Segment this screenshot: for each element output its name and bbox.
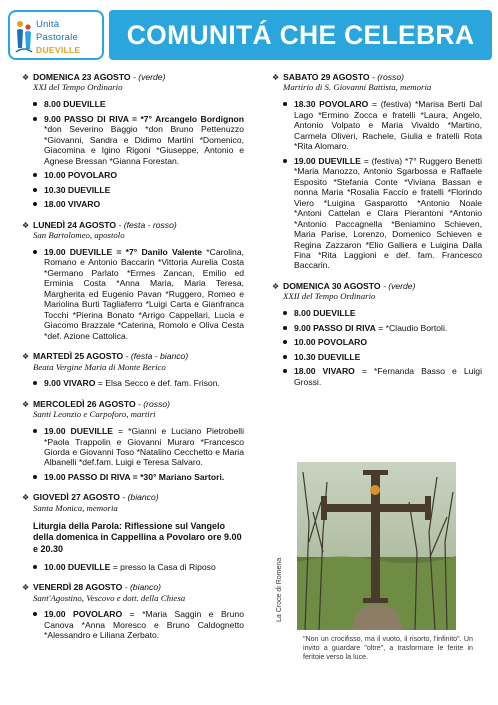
day-date: GIOVEDÌ 27 AGOSTO (33, 492, 120, 503)
day-title (33, 399, 244, 409)
day-block (22, 399, 244, 483)
liturgical-color: - (verde) (380, 280, 416, 291)
diamond-bullet-icon: ❖ (22, 352, 30, 362)
unita-pastorale-logo (8, 10, 104, 60)
mass-list (283, 308, 482, 387)
day-title (33, 582, 244, 592)
mass-time-place: 8.00 DUEVILLE (294, 308, 356, 319)
liturgical-color: - (rosso) (369, 72, 404, 82)
romena-cross-photo (297, 462, 456, 630)
day-title (33, 351, 244, 361)
mass-time-place: 19.00 DUEVILLE (294, 155, 361, 166)
mass-time-place: 10.30 DUEVILLE (294, 351, 361, 362)
day-feast: Beata Vergine Maria di Monte Berico (33, 361, 166, 372)
special-event: Liturgia della Parola: Riflessione sul Vangelo della domenica in Cappellina a Povolaro ore 9.00 e 20.30 (33, 520, 242, 555)
day-title (33, 72, 244, 82)
mass-list (33, 609, 244, 640)
mass-time-place: 9.00 PASSO DI RIVA (294, 322, 376, 333)
day-feast: XXII del Tempo Ordinario (283, 291, 376, 302)
day-block (272, 72, 482, 271)
title-banner (109, 10, 492, 60)
day-feast: XXI del Tempo Ordinario (33, 82, 123, 93)
mass-time-place: 9.00 PASSO DI RIVA = *7° Arcangelo Bordignon (44, 113, 244, 124)
mass-time-place: 19.00 DUEVILLE (44, 426, 114, 437)
day-block (22, 220, 244, 342)
logo-text-pastorale: Pastorale (36, 32, 78, 43)
mass-time-place: 10.00 POVOLARO (44, 170, 118, 181)
mass-time-place: 19.00 PASSO DI RIVA = *30° Mariano Sartori. (44, 471, 225, 482)
right-column (272, 72, 482, 397)
mass-intentions: = (festiva) *7° Ruggero Benetti *Maria Manozzo, Antonio Sgarbossa e Raffaele Esposito *Stefania Conte *Viviana Bassan e nonna Maria *Rosalia Faccio e fratelli *Florindo Viero *Luigina Gasparotto *Antonio Noale *Antoni Cattelan e Clara Pierantoni *Antonio *Antonio Paccagnella *Beniamino Schieven, Maria Parise, Lorenzo, Domenico Schieven e Regina Zazzaron *Elio Galliera e Luigina Dalla Fina *Rita Laggioni e def. fam. Francesco Baccarin. (294, 155, 482, 271)
day-block (22, 492, 244, 572)
mass-list (33, 247, 244, 341)
page-title: COMUNITÁ CHE CELEBRA (126, 20, 475, 50)
day-block (22, 351, 244, 389)
diamond-bullet-icon: ❖ (22, 399, 30, 409)
mass-time-place: 9.00 VIVARO (44, 378, 96, 389)
day-title (33, 492, 244, 502)
mass-intentions: *don Severino Baggio *don Bruno Pettenuzzo *Giovanni, Sandra e Didimo Martini *Domenico, Giacomina e Igino Rigoni *Giuseppe, Antonio e Agnese Bressan *Gianna Forestan. (44, 124, 244, 166)
day-title (33, 220, 244, 230)
day-feast: Santi Leonzio e Carpoforo, martiri (33, 409, 156, 420)
day-date: DOMENICA 30 AGOSTO (283, 280, 381, 291)
mass-intentions: = Elsa Secco e def. fam. Frison. (95, 378, 220, 389)
mass-item (33, 114, 244, 166)
day-date: MARTEDÌ 25 AGOSTO (33, 351, 124, 362)
photo-label: La Croce di Romena (276, 557, 283, 622)
photo-caption: "Non un crocifisso, ma il vuoto, il risorto, l'infinito". Un invito a guardare "oltre", a trasformare le ferite in feritoie verso la luce. (303, 635, 473, 661)
mass-item (33, 426, 244, 468)
mass-item (283, 308, 482, 318)
mass-intentions: = *Gianni e Luciano Pietrobelli *Paola Trappolin e Giovanni Muraro *Francesco Giorda e Giovanni Toso *Natalino Cecchetto e Maria Albanelli *def.fam. Luigi e Teresa Salvaro. (44, 426, 244, 468)
liturgical-color: - (verde) (130, 72, 166, 82)
day-block (272, 281, 482, 387)
mass-intentions: = *Fernanda Basso e Luigi Grossi. (294, 366, 482, 387)
mass-item (33, 247, 244, 341)
day-block (22, 582, 244, 641)
day-feast: Martirio di S. Giovanni Battista, memoria (283, 82, 432, 93)
mass-item (283, 323, 482, 333)
liturgical-color: - (bianco) (122, 582, 161, 593)
mass-item (283, 99, 482, 151)
mass-intentions: = presso la Casa di Riposo (110, 561, 216, 572)
mass-time-place: 19.00 DUEVILLE = *7° Danilo Valente (44, 246, 203, 257)
mass-item (33, 170, 244, 180)
day-feast: San Bartolomeo, apostolo (33, 230, 125, 241)
day-block (22, 72, 244, 210)
mass-item (283, 366, 482, 387)
day-title (283, 72, 482, 82)
mass-time-place: 10.30 DUEVILLE (44, 184, 111, 195)
mass-time-place: 10.00 DUEVILLE (44, 561, 111, 572)
diamond-bullet-icon: ❖ (22, 220, 30, 230)
mass-intentions: = *Maria Saggin e Bruno Canova *Anna Moresco e Bruno Caldognetto *Alessandro e Liliana Zerbato. (44, 609, 244, 641)
day-feast: Santa Monica, memoria (33, 502, 118, 513)
mass-item (33, 562, 244, 572)
day-date: VENERDÌ 28 AGOSTO (33, 582, 123, 593)
left-column (22, 72, 244, 651)
mass-item (33, 185, 244, 195)
diamond-bullet-icon: ❖ (22, 493, 30, 503)
people-icon (15, 18, 33, 56)
day-date: SABATO 29 AGOSTO (283, 72, 370, 82)
mass-item (33, 609, 244, 640)
liturgical-color: - (bianco) (119, 492, 159, 503)
mass-list (33, 99, 244, 209)
mass-time-place: 10.00 POVOLARO (294, 337, 368, 348)
mass-time-place: 8.00 DUEVILLE (44, 99, 106, 110)
diamond-bullet-icon: ❖ (22, 73, 30, 82)
logo-text-unita: Unità (36, 19, 60, 30)
mass-intentions: = *Claudio Bortoli. (375, 322, 448, 333)
logo-text-dueville: DUEVILLE (36, 45, 81, 55)
day-date: DOMENICA 23 AGOSTO (33, 72, 131, 82)
mass-intentions: = (festiva) *Marisa Berti Dal Lago *Ermino Zocca e fratelli *Laura, Angelo, Antonio Volpato e Maria Vivaldo *Martino, Carmela Oliveri, Rachele, Giulia e fratelli Rota *Rita Alomaro. (294, 99, 482, 152)
mass-item (283, 156, 482, 271)
mass-time-place: 19.00 POVOLARO (44, 609, 123, 620)
mass-time-place: 18.00 VIVARO (294, 366, 355, 377)
diamond-bullet-icon: ❖ (272, 281, 280, 291)
mass-list (283, 99, 482, 271)
diamond-bullet-icon: ❖ (272, 73, 280, 82)
mass-time-place: 18.30 POVOLARO (294, 99, 369, 110)
mass-item (33, 378, 244, 388)
mass-item (33, 99, 244, 109)
mass-item (283, 337, 482, 347)
mass-item (283, 352, 482, 362)
day-title (283, 281, 482, 291)
day-date: MERCOLEDÌ 26 AGOSTO (33, 398, 136, 409)
day-feast: Sant'Agostino, Vescovo e dott. della Chiesa (33, 592, 186, 603)
diamond-bullet-icon: ❖ (22, 583, 30, 593)
mass-item (33, 472, 244, 482)
liturgical-color: - (festa - rosso) (116, 219, 177, 230)
mass-intentions: *Carolina, Romano e Antonio Baccarin *Vittoria Aurelia Costa *Germano Parlato *Ermes Zancan, Emilio ed Erminia Costa *Anna Maria, Maria Teresa, Margherita ed Eugenio Pavan *Ruggero, Romeo e Mariolina Burti Tagliaferro *Luigi Carta e Gianfranca Tocchi *Pierina Bonato *Arrigo Cappellari, Lucia e Giacomo Brazzale *Caterina, Romolo e Oliva Cesta *def. Azione Cattolica. (44, 246, 245, 341)
mass-item (33, 199, 244, 209)
liturgical-color: - (rosso) (135, 398, 171, 409)
day-date: LUNEDÌ 24 AGOSTO (33, 219, 117, 230)
mass-time-place: 18.00 VIVARO (44, 199, 101, 210)
mass-list (33, 378, 244, 388)
header (8, 10, 492, 60)
liturgical-color: - (festa - bianco) (123, 351, 189, 362)
mass-list (33, 562, 244, 572)
mass-list (33, 426, 244, 482)
